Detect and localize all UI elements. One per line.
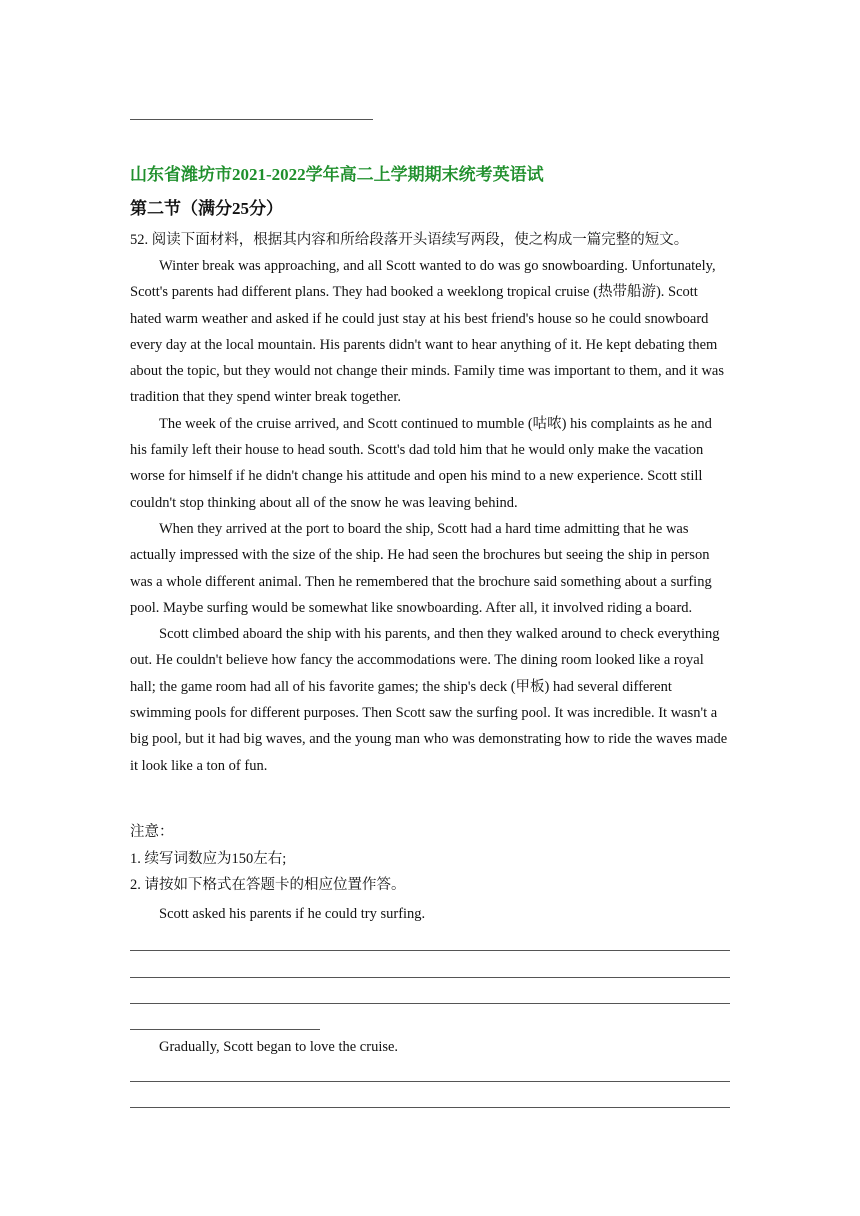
exam-title: 山东省潍坊市2021-2022学年高二上学期期末统考英语试: [130, 165, 544, 184]
header-rule: [130, 119, 373, 120]
reading-passage: [130, 253, 730, 779]
notes-heading: 注意：: [130, 824, 174, 840]
section-heading: 第二节（满分25分）: [130, 199, 283, 218]
writing-line: [130, 1029, 320, 1030]
passage-paragraph-3: When they arrived at the port to board the ship, Scott had a hard time admitting that he was actually impressed with the size of the ship. He had seen the brochures but seeing the ship in person was a whole different animal. Then he remembered that the brochure said something about a surfing pool. Maybe surfing would be somewhat like snowboarding. After all, it involved riding a board.: [130, 520, 712, 616]
passage-paragraph-4: Scott climbed aboard the ship with his parents, and then they walked around to check everything out. He couldn't believe how fancy the accommodations were. The dining room looked like a royal hall; the game room had all of his favorite games; the ship's deck (甲板) had several different swimming pools for different purposes. Then Scott saw the surfing pool. It was incredible. It wasn't a big pool, but it had big waves, and the young man who was demonstrating how to ride the waves made it look like a ton of fun.: [130, 626, 728, 774]
question-instruction: 52. 阅读下面材料，根据其内容和所给段落开头语续写两段，使之构成一篇完整的短文。: [130, 232, 689, 248]
writing-line: [130, 950, 730, 951]
paragraph-starter-1: Scott asked his parents if he could try surfing.: [159, 906, 426, 922]
notes-block: [130, 819, 406, 899]
writing-line: [130, 977, 730, 978]
paragraph-starter-2: Gradually, Scott began to love the cruise.: [159, 1039, 399, 1055]
note-item-1: 1. 续写词数应为150左右;: [130, 850, 287, 867]
writing-line: [130, 1003, 730, 1004]
note-item-2: 2. 请按如下格式在答题卡的相应位置作答。: [130, 877, 406, 893]
writing-line: [130, 1081, 730, 1082]
writing-line: [130, 1107, 730, 1108]
passage-paragraph-2: The week of the cruise arrived, and Scott continued to mumble (咕哝) his complaints as he and his family left their house to head south. Scott's dad told him that he would only make the vacation worse for himself if he didn't change his attitude and open his mind to a new experience. Scott still couldn't stop thinking about all of the snow he was leaving behind.: [130, 415, 712, 511]
passage-paragraph-1: Winter break was approaching, and all Scott wanted to do was go snowboarding. Unfortunately, Scott's parents had different plans. They had booked a weeklong tropical cruise (热带船游). Scott hated warm weather and asked if he could just stay at his best friend's house so he could snowboard every day at the local mountain. His parents didn't want to hear anything of it. He kept debating them about the topic, but they would not change their minds. Family time was important to them, and it was tradition that they spend winter break together.: [130, 258, 724, 406]
